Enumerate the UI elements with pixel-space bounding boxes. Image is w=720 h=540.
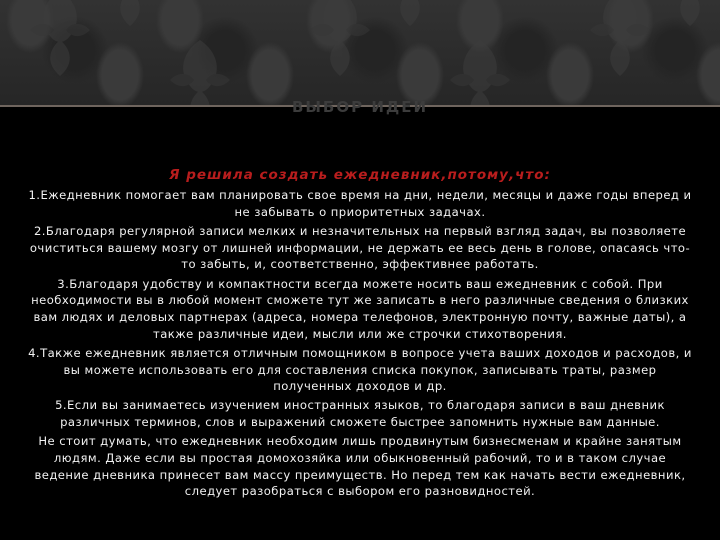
paragraph-2: 2.Благодаря регулярной записи мелких и незначительных на первый взгляд задач, вы позволяете очиститься вашему мозгу от лишней информации, не держать ее весь день в голове, опасаясь что-то забыть, и, соответственно, эффективнее работать. — [29, 223, 691, 272]
damask-pattern — [0, 0, 720, 107]
lead-sentence: Я решила создать ежедневник,потому,что: — [169, 167, 551, 183]
paragraph-3: 3.Благодаря удобству и компактности всегда можете носить ваш ежедневник с собой. При необходимости вы в любой момент сможете тут же записать в него различные сведения о близких вам людях и деловых партнерах (адреса, номера телефонов, электронную почту, важные даты), а также различные идеи, мысли или же строчки стихотворения. — [31, 276, 689, 341]
paragraph-5: 5.Если вы занимаетесь изучением иностранных языков, то благодаря записи в ваш дневник различных терминов, слов и выражений сможете быстрее запомнить нужные вам данные. — [55, 398, 665, 430]
slide-title: ВЫБОР ИДЕИ — [291, 98, 429, 116]
slide-body — [28, 167, 692, 503]
paragraph-4: 4.Также ежедневник является отличным помощником в вопросе учета ваших доходов и расходов, и вы можете использовать его для составления списка покупок, записывать траты, размер полученных доходов и др. — [28, 345, 692, 394]
paragraph-1: 1.Ежедневник помогает вам планировать свое время на дни, недели, месяцы и даже годы вперед и не забывать о приоритетных задачах. — [28, 188, 692, 219]
paragraph-conclusion: Не стоит думать, что ежедневник необходим лишь продвинутым бизнесменам и крайне занятым людям. Даже если вы простая домохозяйка или обыкновенный рабочий, то и в таком случае ведение дневника принесет вам массу преимуществ. Но перед тем как начать вести ежедневник, следует разобраться с выбором его разновидностей. — [34, 434, 686, 499]
damask-banner — [0, 0, 720, 107]
